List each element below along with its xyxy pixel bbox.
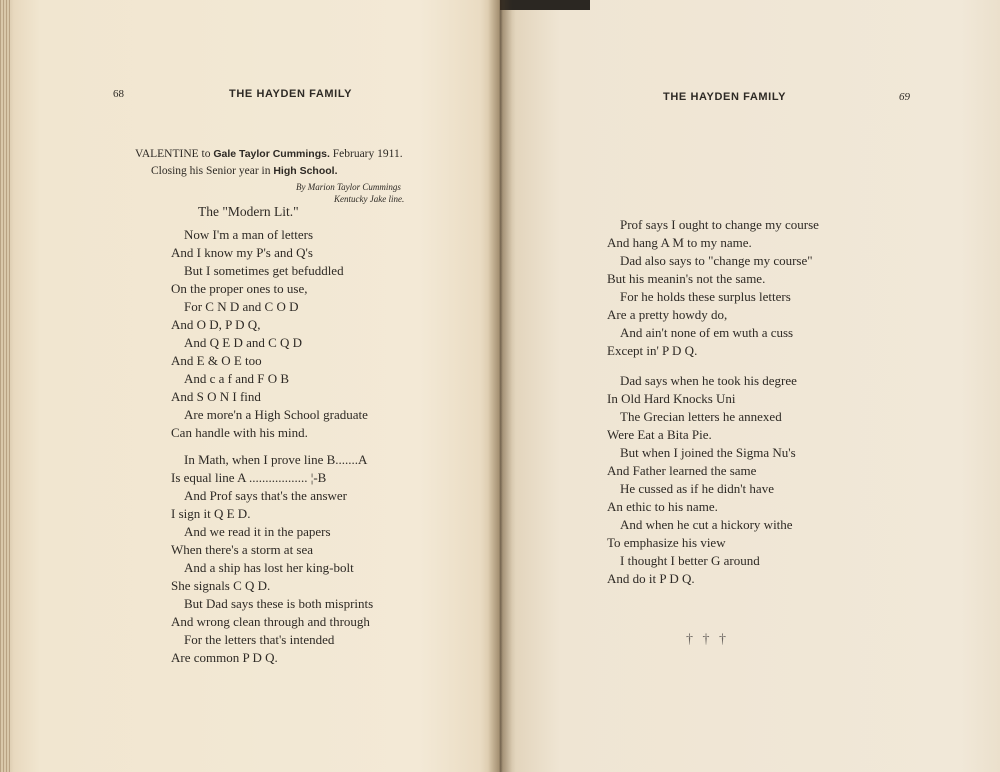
verse-line: To emphasize his view xyxy=(607,535,726,550)
verse-line: Were Eat a Bita Pie. xyxy=(607,427,712,442)
verse-line: Dad also says to "change my course" xyxy=(620,253,813,268)
verse-line: On the proper ones to use, xyxy=(171,281,308,296)
verse-line: He cussed as if he didn't have xyxy=(620,481,774,496)
verse-line: Now I'm a man of letters xyxy=(184,227,314,242)
verse-line: An ethic to his name. xyxy=(607,499,718,514)
verse-line: And O D, P D Q, xyxy=(171,317,261,332)
verse-line: For C N D and C O D xyxy=(184,299,299,314)
verse-line: But Dad says these is both misprints xyxy=(184,596,374,611)
verse-line: And when he cut a hickory withe xyxy=(620,517,793,532)
verse-line: The Grecian letters he annexed xyxy=(620,409,782,424)
verse-line: Except in' P D Q. xyxy=(607,343,698,358)
poem-title: The "Modern Lit." xyxy=(198,204,299,219)
verse-line: And E & O E too xyxy=(171,353,262,368)
verse-line: When there's a storm at sea xyxy=(171,542,314,557)
verse-line: Prof says I ought to change my course xyxy=(620,217,819,232)
verse-line: Can handle with his mind. xyxy=(171,425,308,440)
end-ornament: † † † xyxy=(686,632,729,647)
verse-line: And Q E D and C Q D xyxy=(184,335,303,350)
verse-line: And ain't none of em wuth a cuss xyxy=(620,325,794,340)
book-gutter xyxy=(488,0,512,772)
verse-line: And a ship has lost her king-bolt xyxy=(184,560,354,575)
verse-line: And hang A M to my name. xyxy=(607,235,752,250)
top-shadow xyxy=(500,0,590,10)
verse-line: And wrong clean through and through xyxy=(171,614,370,629)
verse-line: And I know my P's and Q's xyxy=(171,245,313,260)
verse-line: But I sometimes get befuddled xyxy=(184,263,344,278)
left-page-number: 68 xyxy=(113,88,124,100)
heading-prefix: VALENTINE to xyxy=(135,148,214,160)
verse-line: I thought I better G around xyxy=(620,553,760,568)
right-running-head: THE HAYDEN FAMILY xyxy=(663,91,787,103)
verse-line: And we read it in the papers xyxy=(184,524,331,539)
verse-line: Are a pretty howdy do, xyxy=(607,307,728,322)
left-verse xyxy=(171,226,373,667)
heading-name: Gale Taylor Cummings. xyxy=(213,148,330,160)
heading-suffix: February 1911. xyxy=(329,148,403,160)
right-verse xyxy=(607,216,819,588)
poem-heading xyxy=(135,146,403,180)
verse-line: And do it P D Q. xyxy=(607,571,695,586)
verse-line: She signals C Q D. xyxy=(171,578,271,593)
verse-line: And S O N I find xyxy=(171,389,261,404)
verse-line: But his meanin's not the same. xyxy=(607,271,766,286)
verse-line: And Prof says that's the answer xyxy=(184,488,348,503)
verse-line: For the letters that's intended xyxy=(184,632,335,647)
verse-line: Are more'n a High School graduate xyxy=(184,407,368,422)
byline-line2: Kentucky Jake line. xyxy=(334,194,405,204)
byline-line1: By Marion Taylor Cummings xyxy=(296,182,401,192)
verse-line: In Old Hard Knocks Uni xyxy=(607,391,736,406)
byline xyxy=(296,181,404,205)
verse-line: And c a f and F O B xyxy=(184,371,290,386)
verse-line: But when I joined the Sigma Nu's xyxy=(620,445,796,460)
verse-line: For he holds these surplus letters xyxy=(620,289,791,304)
right-page-number: 69 xyxy=(899,91,910,103)
left-running-head: THE HAYDEN FAMILY xyxy=(229,88,353,100)
verse-line: In Math, when I prove line B.......A xyxy=(184,452,368,467)
verse-line: I sign it Q E D. xyxy=(171,506,251,521)
heading-line2-bold: High School. xyxy=(273,165,338,177)
verse-line: Dad says when he took his degree xyxy=(620,373,797,388)
page-edge xyxy=(0,0,10,772)
verse-line: And Father learned the same xyxy=(607,463,757,478)
heading-line2: Closing his Senior year in xyxy=(151,165,274,177)
verse-line: Are common P D Q. xyxy=(171,650,278,665)
verse-line: Is equal line A .................. ¦-B xyxy=(171,470,327,485)
